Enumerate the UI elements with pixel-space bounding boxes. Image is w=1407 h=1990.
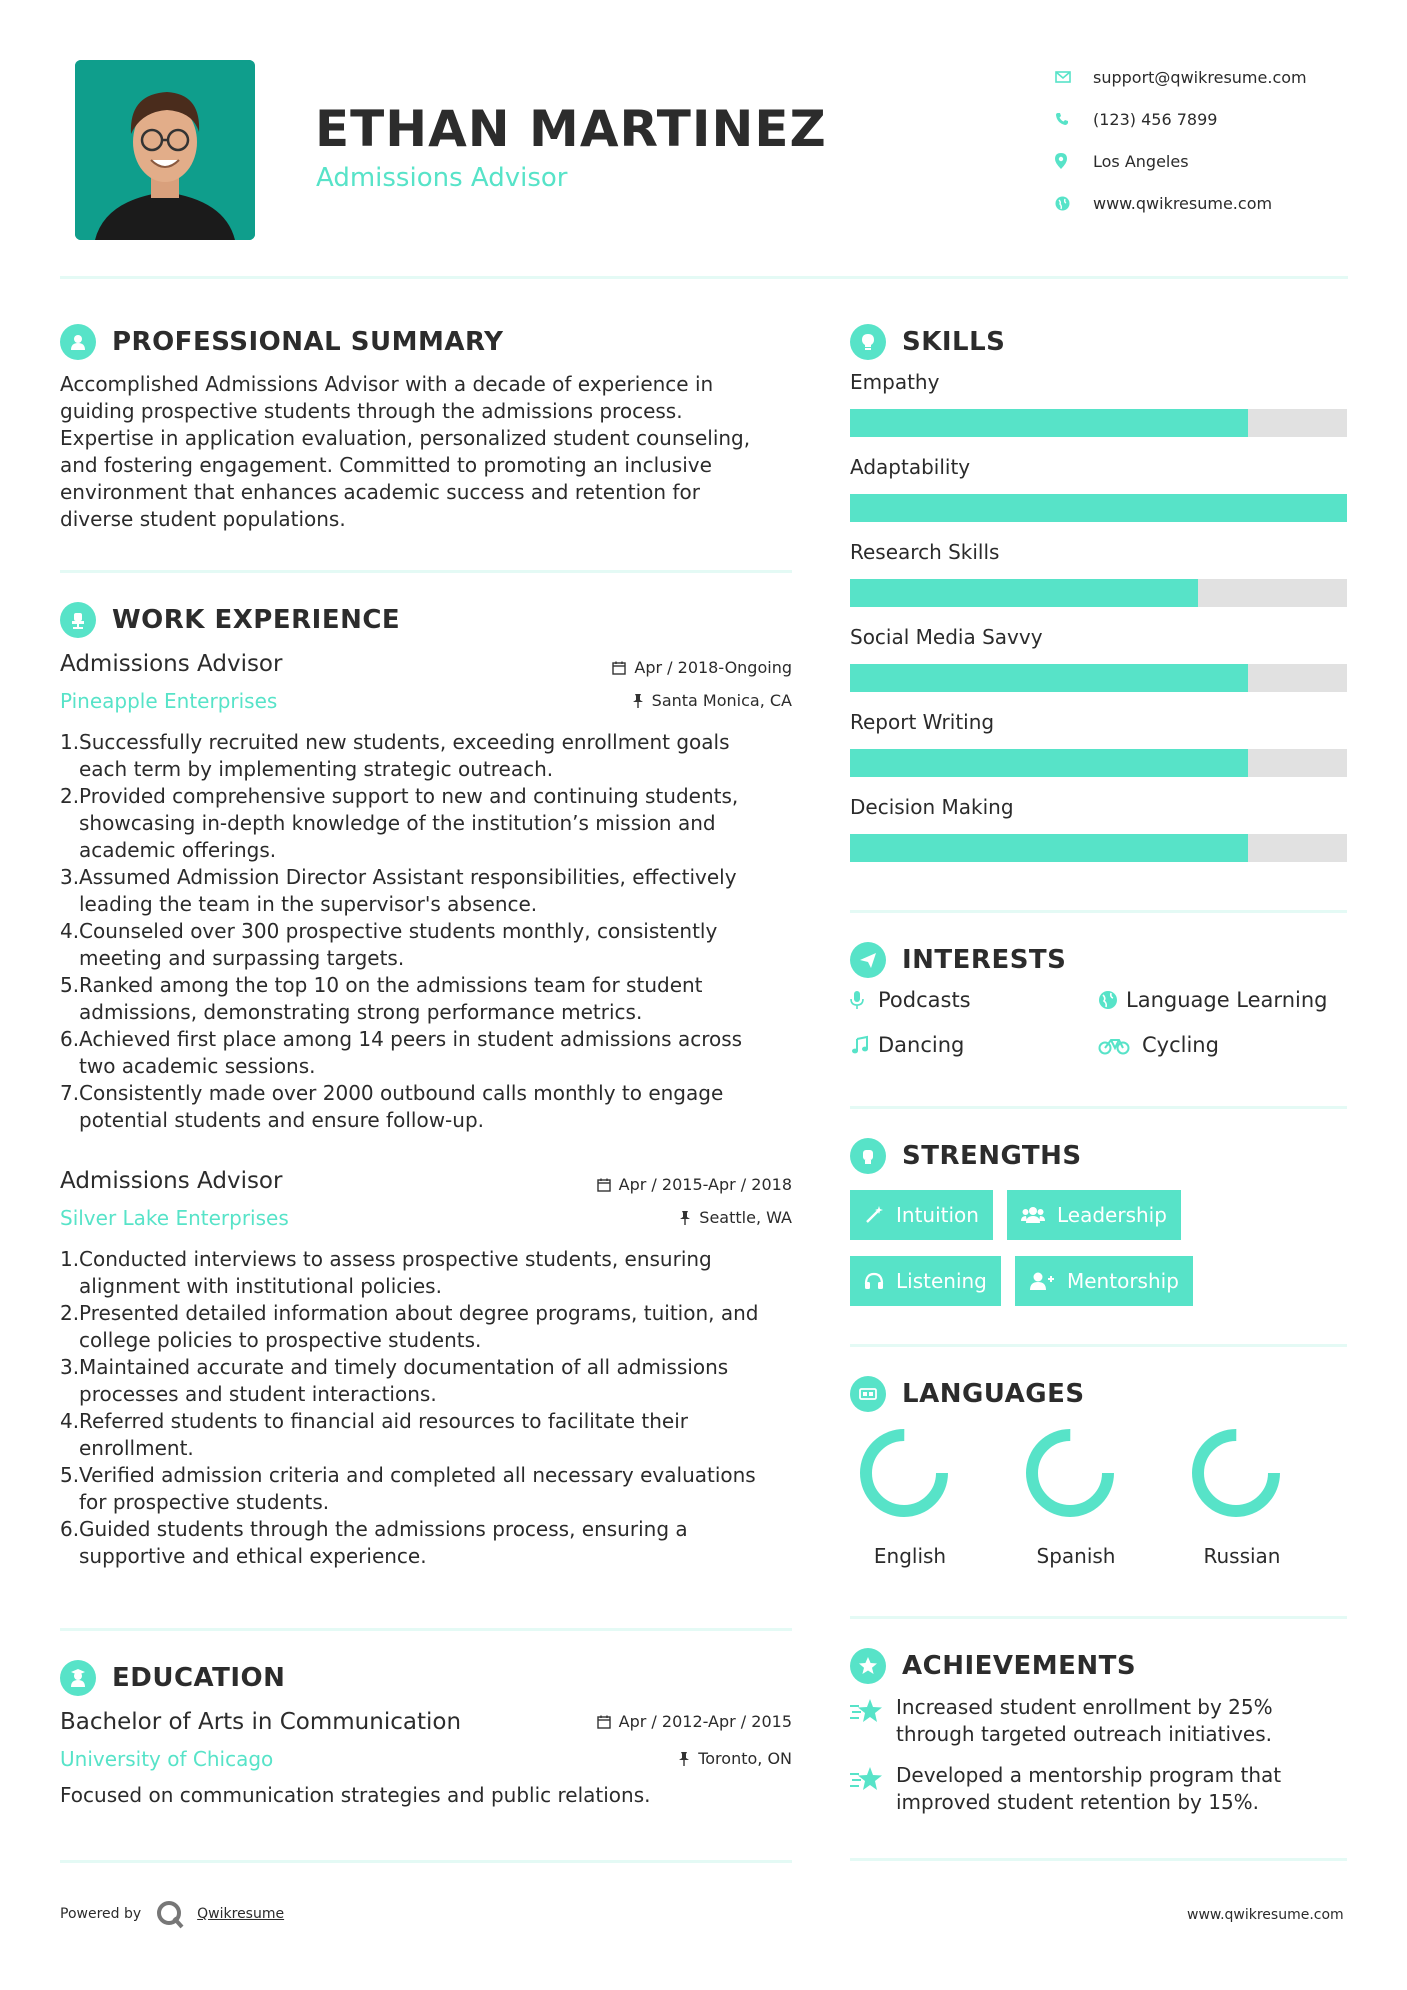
interest-label: Cycling <box>1142 1033 1219 1057</box>
section-divider <box>850 910 1347 913</box>
interest-label: Podcasts <box>878 988 971 1012</box>
user-plus-icon <box>1029 1271 1055 1291</box>
contact-phone[interactable] <box>1055 98 1355 140</box>
education-location-text: Toronto, ON <box>698 1749 792 1768</box>
footer-website[interactable]: www.qwikresume.com <box>1187 1907 1344 1923</box>
skill-label: Report Writing <box>850 710 995 734</box>
phone-icon <box>1055 112 1093 126</box>
skill-bar <box>850 749 1347 777</box>
education-school: University of Chicago <box>60 1747 274 1771</box>
work-title: WORK EXPERIENCE <box>112 605 401 635</box>
contact-location <box>1055 140 1355 182</box>
contact-location-text: Los Angeles <box>1093 151 1189 171</box>
fist-icon <box>850 1138 886 1174</box>
chair-icon <box>60 602 96 638</box>
skill-bar <box>850 834 1347 862</box>
strength-tag-leadership <box>1007 1190 1181 1240</box>
language-label-spanish: Spanish <box>1036 1544 1116 1568</box>
language-ring-spanish <box>1025 1428 1115 1518</box>
skills-title: SKILLS <box>902 327 1006 357</box>
list-item: 5. Verified admission criteria and completed all necessary evaluations for prospective students. <box>60 1463 756 1514</box>
footer-powered-by <box>60 1899 284 1929</box>
map-pin-icon <box>1055 153 1093 169</box>
contact-phone-text: (123) 456 7899 <box>1093 109 1218 129</box>
summary-line: guiding prospective students through the admissions process. <box>60 399 683 423</box>
skill-bar <box>850 409 1347 437</box>
job-2-dates-text: Apr / 2015-Apr / 2018 <box>618 1175 792 1194</box>
list-item: 5. Ranked among the top 10 on the admissions team for student admissions, demonstrating strong performance metrics. <box>60 973 703 1024</box>
microphone-icon <box>850 990 878 1010</box>
paper-plane-icon <box>850 942 886 978</box>
list-item: 1. Successfully recruited new students, exceeding enrollment goals each term by implementing strategic outreach. <box>60 730 730 781</box>
summary-line: Accomplished Admissions Advisor with a decade of experience in <box>60 372 714 396</box>
contact-website-text: www.qwikresume.com <box>1093 193 1273 213</box>
achievement-item: Increased student enrollment by 25% through targeted outreach initiatives. <box>850 1694 1347 1748</box>
contact-email-text: support@qwikresume.com <box>1093 67 1307 87</box>
contact-email[interactable] <box>1055 56 1355 98</box>
star-icon <box>850 1762 896 1816</box>
list-item: 6. Guided students through the admissions process, ensuring a supportive and ethical experience. <box>60 1517 688 1568</box>
pushpin-icon <box>678 1752 690 1766</box>
education-description: Focused on communication strategies and public relations. <box>60 1783 651 1807</box>
job-2-company: Silver Lake Enterprises <box>60 1206 289 1230</box>
contact-list <box>1055 56 1355 224</box>
powered-by-text: Powered by <box>60 1906 142 1922</box>
calendar-icon <box>597 1178 611 1192</box>
job-1-location <box>500 691 792 710</box>
summary-line: and fostering engagement. Committed to promoting an inclusive <box>60 453 712 477</box>
skill-fill <box>850 494 1347 522</box>
user-icon <box>60 324 96 360</box>
summary-title: PROFESSIONAL SUMMARY <box>112 327 504 357</box>
job-1-dates <box>500 658 792 677</box>
job-1-company: Pineapple Enterprises <box>60 689 278 713</box>
achievements-heading <box>850 1648 1136 1684</box>
job-2-dates <box>500 1175 792 1194</box>
interest-language-learning <box>1098 988 1327 1012</box>
job-1-title: Admissions Advisor <box>60 651 283 677</box>
interest-label: Dancing <box>878 1033 965 1057</box>
qwikresume-logo-icon <box>155 1899 185 1929</box>
skill-label: Adaptability <box>850 455 971 479</box>
list-item: 2. Provided comprehensive support to new and continuing students, showcasing in-depth knowledge of the institution’s mission and academic offerings. <box>60 784 739 862</box>
strength-tag-listening <box>850 1256 1001 1306</box>
strength-label: Mentorship <box>1067 1269 1179 1293</box>
strengths-heading <box>850 1138 1082 1174</box>
summary-text <box>60 371 800 533</box>
skill-fill <box>850 749 1248 777</box>
skill-label: Empathy <box>850 370 940 394</box>
candidate-title: Admissions Advisor <box>316 163 568 193</box>
achievements-title: ACHIEVEMENTS <box>902 1651 1137 1681</box>
section-divider <box>850 1616 1347 1619</box>
headphones-icon <box>864 1271 884 1291</box>
work-heading <box>60 602 400 638</box>
star-badge-icon <box>850 1648 886 1684</box>
job-2-location <box>500 1208 792 1227</box>
list-item: 6. Achieved first place among 14 peers in student admissions across two academic sessions. <box>60 1027 743 1078</box>
job-1-dates-text: Apr / 2018-Ongoing <box>634 658 792 677</box>
skill-fill <box>850 834 1248 862</box>
skill-fill <box>850 664 1248 692</box>
pushpin-icon <box>632 694 644 708</box>
interest-podcasts <box>850 988 971 1012</box>
languages-title: LANGUAGES <box>902 1379 1085 1409</box>
strength-label: Intuition <box>896 1203 979 1227</box>
skill-fill <box>850 409 1248 437</box>
strength-label: Leadership <box>1057 1203 1167 1227</box>
skill-bar <box>850 664 1347 692</box>
job-1-bullets <box>60 729 800 1134</box>
language-card-icon <box>850 1376 886 1412</box>
interest-cycling <box>1098 1033 1219 1057</box>
education-dates-text: Apr / 2012-Apr / 2015 <box>618 1712 792 1731</box>
strength-tag-intuition <box>850 1190 993 1240</box>
globe-icon <box>1098 990 1126 1010</box>
star-icon <box>850 1694 896 1748</box>
job-2-bullets <box>60 1246 800 1570</box>
summary-line: Expertise in application evaluation, personalized student counseling, <box>60 426 751 450</box>
skill-fill <box>850 579 1198 607</box>
strength-tag-mentorship <box>1015 1256 1193 1306</box>
section-divider <box>60 570 792 573</box>
skills-list <box>850 370 1347 862</box>
candidate-name: ETHAN MARTINEZ <box>315 100 827 158</box>
list-item: 2. Presented detailed information about degree programs, tuition, and college policies to prospective students. <box>60 1301 759 1352</box>
interests-title: INTERESTS <box>902 945 1067 975</box>
graduate-icon <box>60 1660 96 1696</box>
qwikresume-link[interactable]: Qwikresume <box>197 1906 285 1922</box>
section-divider <box>850 1344 1347 1347</box>
skill-bar <box>850 579 1347 607</box>
profile-photo <box>75 60 255 240</box>
list-item: 7. Consistently made over 2000 outbound calls monthly to engage potential students and ensure follow-up. <box>60 1081 724 1132</box>
job-2-location-text: Seattle, WA <box>699 1208 792 1227</box>
globe-icon <box>1055 196 1093 211</box>
education-location <box>500 1749 792 1768</box>
calendar-icon <box>597 1715 611 1729</box>
header-divider <box>60 276 1348 279</box>
job-2-title: Admissions Advisor <box>60 1168 283 1194</box>
achievement-item: Developed a mentorship program that improved student retention by 15%. <box>850 1762 1347 1816</box>
skill-label: Social Media Savvy <box>850 625 1043 649</box>
section-divider <box>60 1628 792 1631</box>
section-divider <box>850 1106 1347 1109</box>
contact-website[interactable] <box>1055 182 1355 224</box>
skill-bar <box>850 494 1347 522</box>
lightbulb-icon <box>850 324 886 360</box>
interest-label: Language Learning <box>1126 988 1328 1012</box>
section-divider <box>60 1860 792 1863</box>
interest-dancing <box>850 1033 964 1057</box>
magic-wand-icon <box>864 1205 884 1225</box>
interests-heading <box>850 942 1066 978</box>
education-dates <box>500 1712 792 1731</box>
list-item: 4. Counseled over 300 prospective students monthly, consistently meeting and surpassing targets. <box>60 919 718 970</box>
skill-label: Research Skills <box>850 540 1000 564</box>
education-title: EDUCATION <box>112 1663 286 1693</box>
music-note-icon <box>850 1035 878 1055</box>
list-item: 3. Assumed Admission Director Assistant responsibilities, effectively leading the team in the supervisor's absence. <box>60 865 737 916</box>
strength-label: Listening <box>896 1269 987 1293</box>
summary-heading <box>60 324 503 360</box>
language-ring-english <box>859 1428 949 1518</box>
language-label-english: English <box>873 1544 947 1568</box>
envelope-icon <box>1055 71 1093 83</box>
bicycle-icon <box>1098 1035 1142 1055</box>
calendar-icon <box>612 661 626 675</box>
education-heading <box>60 1660 285 1696</box>
education-degree: Bachelor of Arts in Communication <box>60 1709 462 1735</box>
language-label-russian: Russian <box>1203 1544 1281 1568</box>
users-icon <box>1021 1205 1045 1225</box>
summary-line: diverse student populations. <box>60 507 346 531</box>
summary-line: environment that enhances academic success and retention for <box>60 480 700 504</box>
list-item: 1. Conducted interviews to assess prospective students, ensuring alignment with institutional policies. <box>60 1247 712 1298</box>
job-1-location-text: Santa Monica, CA <box>651 691 792 710</box>
list-item: 3. Maintained accurate and timely documentation of all admissions processes and student interactions. <box>60 1355 729 1406</box>
skills-heading <box>850 324 1005 360</box>
skill-label: Decision Making <box>850 795 1014 819</box>
section-divider <box>850 1858 1347 1861</box>
strengths-title: STRENGTHS <box>902 1141 1082 1171</box>
language-ring-russian <box>1191 1428 1281 1518</box>
languages-heading <box>850 1376 1085 1412</box>
pushpin-icon <box>679 1211 691 1225</box>
list-item: 4. Referred students to financial aid resources to facilitate their enrollment. <box>60 1409 689 1460</box>
